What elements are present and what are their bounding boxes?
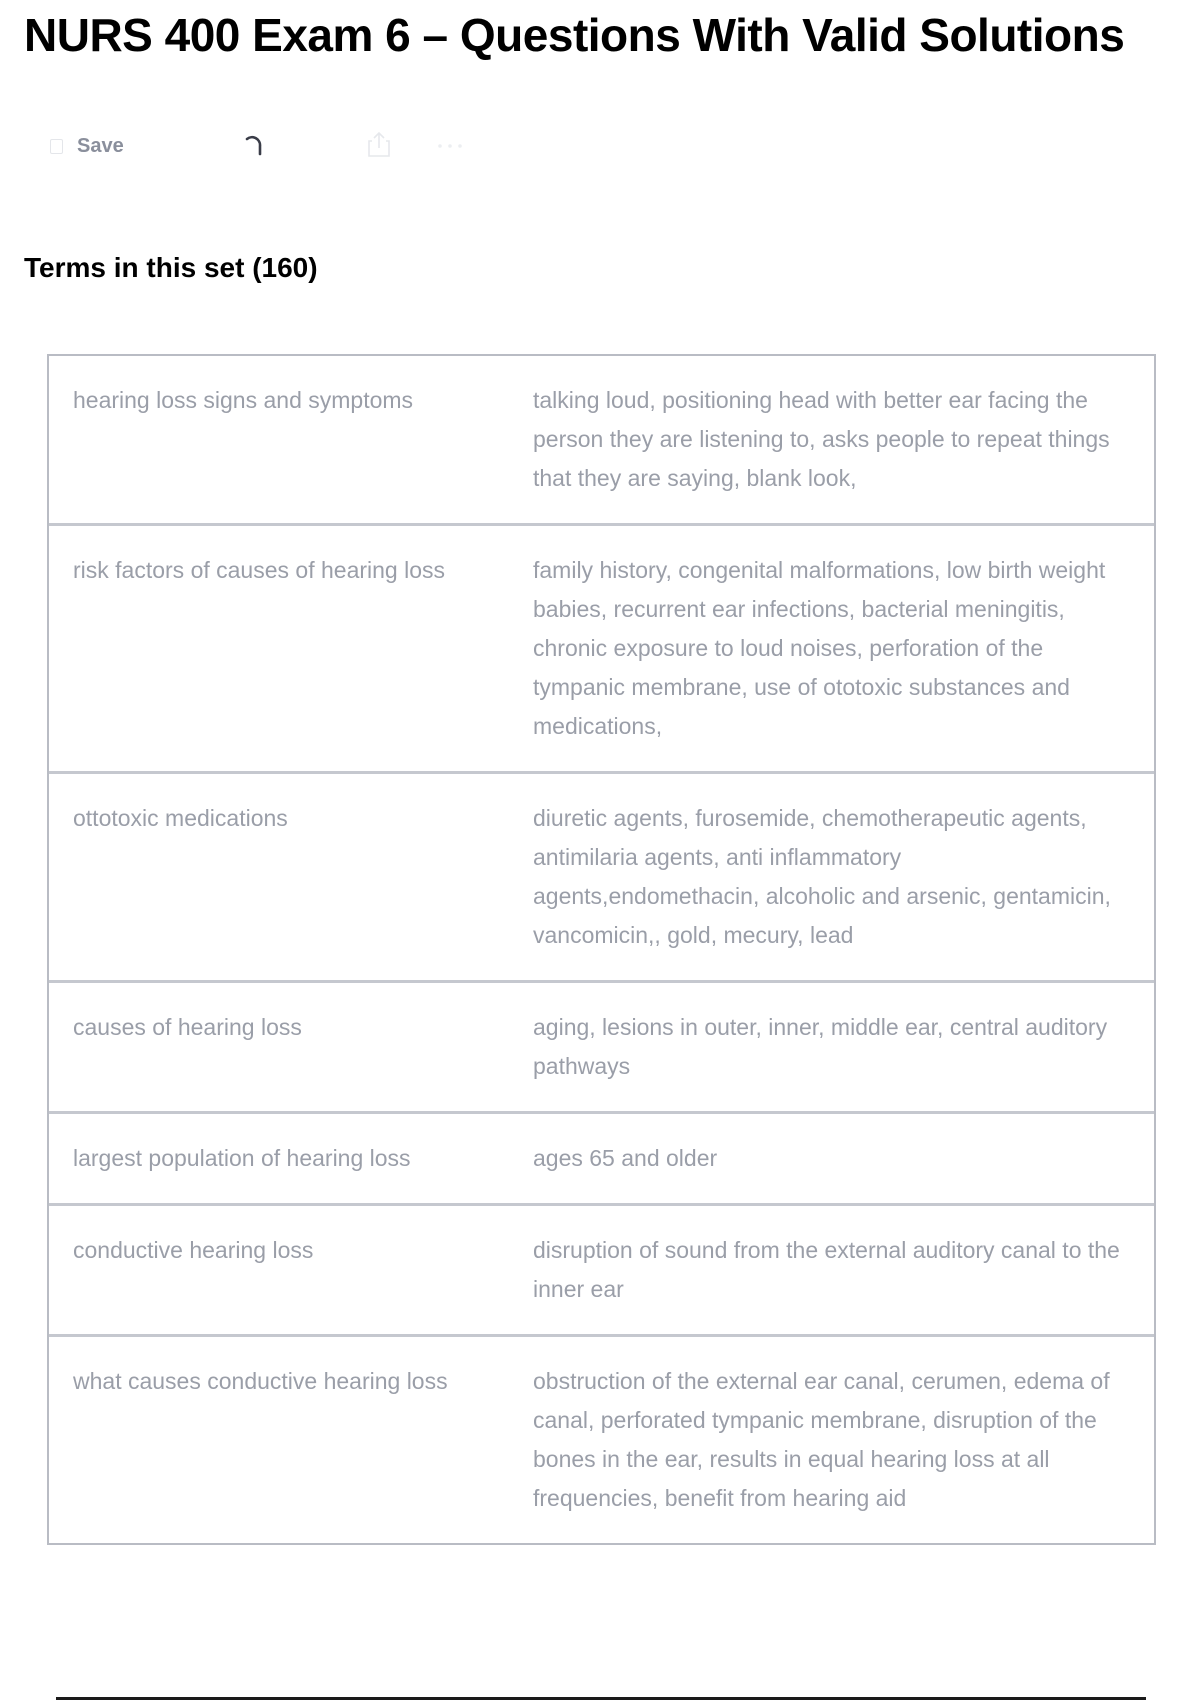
more-options-icon [436,137,464,155]
definition-text: ages 65 and older [533,1145,718,1171]
term-text: largest population of hearing loss [73,1145,411,1171]
terms-count-heading: Terms in this set (160) [24,252,318,283]
share-button[interactable] [366,128,392,164]
table-row [49,523,1154,771]
page-title: NURS 400 Exam 6 – Questions With Valid Solutions [24,9,1125,61]
terms-table [47,354,1156,1545]
definition-text: talking loud, positioning head with better ear facing the person they are listening to, asks people to repeat things that they are saying, blank look, [533,387,1110,491]
save-button[interactable] [50,128,124,164]
table-row [49,980,1154,1111]
table-row [49,1334,1154,1543]
checkbox-icon [50,139,63,154]
term-text: risk factors of causes of hearing loss [73,557,445,583]
term-text: causes of hearing loss [73,1014,302,1040]
definition-text: family history, congenital malformations, low birth weight babies, recurrent ear infections, bacterial meningitis, chronic exposure to loud noises, perforation of the tympanic membrane, use of ototoxic substances and medications, [533,557,1106,739]
definition-text: disruption of sound from the external auditory canal to the inner ear [533,1237,1120,1302]
definition-text: aging, lesions in outer, inner, middle ear, central auditory pathways [533,1014,1108,1079]
share-icon [366,129,392,164]
save-label: Save [77,134,124,157]
definition-text: diuretic agents, furosemide, chemotherapeutic agents, antimilaria agents, anti inflammatory agents,endomethacin, alcoholic and arsenic, gentamicin, vancomicin,, gold, mecury, lead [533,805,1111,948]
term-text: what causes conductive hearing loss [73,1368,448,1394]
term-text: hearing loss signs and symptoms [73,387,414,413]
term-text: conductive hearing loss [73,1237,314,1263]
table-row [49,771,1154,980]
table-row [49,1111,1154,1203]
term-text: ottotoxic medications [73,805,288,831]
table-row [49,356,1154,523]
more-options-button[interactable] [436,128,464,164]
loading-spinner-icon [242,128,266,164]
set-toolbar [50,128,470,164]
table-row [49,1203,1154,1334]
definition-text: obstruction of the external ear canal, cerumen, edema of canal, perforated tympanic membrane, disruption of the bones in the ear, results in equal hearing loss at all frequencies, benefit from hearing aid [533,1368,1110,1511]
